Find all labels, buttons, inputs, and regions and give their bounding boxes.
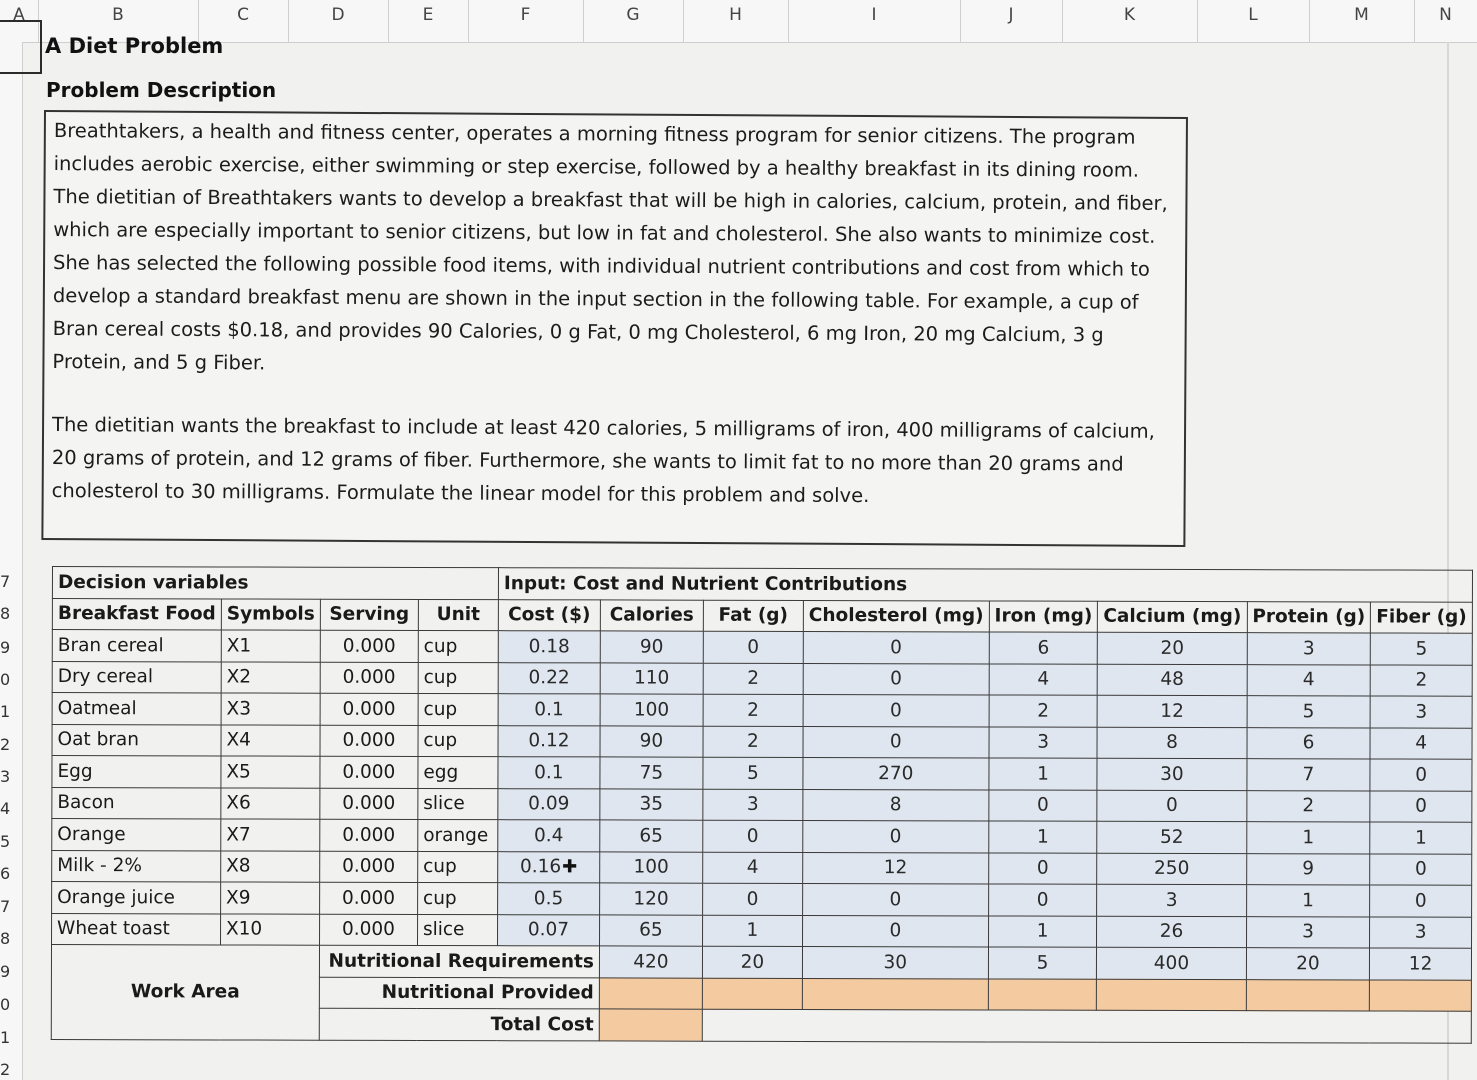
column-header-n[interactable]: N bbox=[1439, 5, 1452, 25]
cost-cell[interactable]: 0.5 bbox=[497, 883, 599, 915]
iron-cell[interactable]: 0 bbox=[989, 789, 1098, 821]
protein-cell[interactable]: 2 bbox=[1246, 790, 1370, 822]
unit-cell[interactable]: slice bbox=[418, 788, 498, 820]
row-header[interactable]: 0 bbox=[0, 670, 11, 689]
column-header-h[interactable]: H bbox=[683, 0, 789, 42]
protein-cell[interactable]: 1 bbox=[1246, 822, 1370, 854]
column-header-m[interactable]: M bbox=[1309, 0, 1415, 42]
symbol-cell[interactable]: X2 bbox=[221, 661, 320, 693]
iron-cell[interactable]: 1 bbox=[989, 758, 1098, 790]
provided-iron-cell[interactable] bbox=[988, 978, 1097, 1010]
description-paragraph-1: Breathtakers, a health and fitness center, operates a morning fitness program for senior citizens. The program includes aerobic exercise, either swimming or step exercise, followed by a healthy breakfast in its dining room. The dietitian of Breathtakers wants to develop a breakfast that will be high in calories, calcium, protein, and fiber, which are especially important to senior citizens, but low in fat and cholesterol. She also wants to minimize cost. She has selected the following possible food items, with individual nutrient contributions and cost from which to develop a standard breakfast menu are shown in the input section in the following table. For example, a cup of Bran cereal costs $0.18, and provides 90 Calories, 0 g Fat, 0 mg Cholesterol, 6 mg Iron, 20 mg Calcium, 3 g Protein, and 5 g Fiber. bbox=[52, 119, 1168, 375]
symbol-cell[interactable]: X6 bbox=[221, 787, 320, 819]
cost-cell[interactable]: 0.1 bbox=[498, 694, 600, 726]
table-row bbox=[52, 787, 1472, 822]
symbol-cell[interactable]: X9 bbox=[221, 882, 320, 914]
iron-cell[interactable]: 0 bbox=[988, 852, 1097, 884]
fat-cell[interactable]: 2 bbox=[703, 663, 803, 695]
nutritional-provided-label[interactable]: Nutritional Provided bbox=[319, 977, 599, 1009]
unit-cell[interactable]: cup bbox=[418, 851, 498, 883]
food-name-cell[interactable]: Bacon bbox=[52, 787, 221, 819]
calories-cell[interactable]: 75 bbox=[600, 757, 703, 789]
protein-cell[interactable]: 7 bbox=[1246, 759, 1370, 791]
cost-cell[interactable]: 0.18 bbox=[498, 631, 600, 663]
column-header-j[interactable]: J bbox=[960, 0, 1063, 42]
cholesterol-cell[interactable]: 8 bbox=[803, 789, 989, 821]
iron-cell[interactable]: 1 bbox=[988, 821, 1097, 853]
column-header-f[interactable]: F bbox=[468, 0, 584, 42]
serving-cell[interactable]: 0.000 bbox=[320, 819, 418, 851]
calories-cell[interactable]: 110 bbox=[600, 662, 703, 694]
header-unit[interactable]: Unit bbox=[418, 599, 498, 631]
protein-cell[interactable]: 5 bbox=[1247, 696, 1371, 728]
calories-cell[interactable]: 65 bbox=[599, 914, 702, 946]
fiber-cell[interactable]: 3 bbox=[1370, 696, 1472, 728]
cholesterol-cell[interactable]: 0 bbox=[803, 663, 989, 695]
sheet-title[interactable]: A Diet Problem bbox=[45, 34, 224, 58]
row-header[interactable]: 9 bbox=[0, 638, 11, 657]
table-row bbox=[52, 630, 1472, 665]
fat-cell[interactable]: 0 bbox=[703, 631, 803, 663]
calories-cell[interactable]: 90 bbox=[600, 725, 703, 757]
calcium-cell[interactable]: 8 bbox=[1097, 727, 1246, 759]
row-header[interactable]: 9 bbox=[0, 962, 11, 981]
table-row bbox=[52, 756, 1472, 791]
fat-cell[interactable]: 2 bbox=[703, 726, 803, 758]
unit-cell[interactable]: cup bbox=[418, 662, 498, 694]
cholesterol-cell[interactable]: 0 bbox=[803, 820, 989, 852]
cost-cell[interactable]: 0.09 bbox=[498, 788, 600, 820]
serving-cell[interactable]: 0.000 bbox=[320, 693, 418, 725]
column-header-c[interactable]: C bbox=[198, 0, 289, 42]
food-name-cell[interactable]: Bran cereal bbox=[52, 630, 221, 662]
requirement-protein[interactable]: 20 bbox=[1246, 948, 1370, 980]
protein-cell[interactable]: 3 bbox=[1247, 633, 1371, 665]
requirement-calories[interactable]: 420 bbox=[599, 946, 702, 978]
cost-cell[interactable] bbox=[498, 851, 600, 883]
table-row bbox=[52, 661, 1472, 696]
fiber-cell[interactable]: 0 bbox=[1370, 853, 1472, 885]
column-header-i[interactable]: I bbox=[788, 0, 961, 42]
serving-cell[interactable]: 0.000 bbox=[320, 756, 418, 788]
symbol-cell[interactable]: X3 bbox=[221, 693, 320, 725]
unit-cell[interactable]: cup bbox=[418, 630, 498, 662]
active-cell-selection[interactable] bbox=[0, 20, 42, 74]
cost-value: 0.16 bbox=[519, 856, 562, 878]
fat-cell[interactable]: 3 bbox=[703, 789, 803, 821]
nutritional-requirements-label[interactable]: Nutritional Requirements bbox=[319, 945, 599, 977]
cholesterol-cell[interactable]: 0 bbox=[803, 631, 989, 663]
fiber-cell[interactable]: 4 bbox=[1370, 727, 1472, 759]
calcium-cell[interactable]: 48 bbox=[1098, 664, 1247, 696]
header-protein[interactable]: Protein (g) bbox=[1247, 601, 1371, 633]
protein-cell[interactable]: 9 bbox=[1246, 853, 1370, 885]
fiber-cell[interactable]: 2 bbox=[1371, 664, 1473, 696]
column-header-b[interactable]: B bbox=[38, 0, 199, 42]
calories-cell[interactable]: 120 bbox=[599, 883, 702, 915]
calcium-cell[interactable]: 3 bbox=[1097, 884, 1246, 916]
fiber-cell[interactable]: 1 bbox=[1370, 822, 1472, 854]
cost-cell[interactable]: 0.22 bbox=[498, 662, 600, 694]
table-row bbox=[52, 882, 1472, 917]
serving-cell[interactable]: 0.000 bbox=[319, 882, 417, 914]
iron-cell[interactable]: 2 bbox=[989, 695, 1098, 727]
unit-cell[interactable]: orange bbox=[418, 819, 498, 851]
symbol-cell[interactable]: X1 bbox=[221, 630, 320, 662]
requirement-fat[interactable]: 20 bbox=[702, 946, 802, 978]
empty-area bbox=[702, 1009, 1471, 1043]
cholesterol-cell[interactable]: 270 bbox=[803, 757, 989, 789]
protein-cell[interactable]: 1 bbox=[1246, 885, 1370, 917]
description-paragraph-2: The dietitian wants the breakfast to include at least 420 calories, 5 milligrams of iron, 400 milligrams of calcium, 20 grams of protein, and 12 grams of fiber. Furthermore, she wants to limit fat to no more than 20 grams and cholesterol to 30 milligrams. Formulate the linear model for this problem and solve. bbox=[51, 413, 1155, 508]
symbol-cell[interactable]: X8 bbox=[221, 850, 320, 882]
row-header[interactable]: 4 bbox=[0, 799, 11, 818]
iron-cell[interactable]: 6 bbox=[989, 632, 1098, 664]
column-header-g[interactable]: G bbox=[583, 0, 684, 42]
fiber-cell[interactable]: 0 bbox=[1370, 790, 1472, 822]
total-cost-label[interactable]: Total Cost bbox=[319, 1008, 599, 1040]
header-cholesterol[interactable]: Cholesterol (mg) bbox=[803, 600, 989, 632]
unit-cell[interactable]: cup bbox=[417, 882, 497, 914]
calcium-cell[interactable]: 30 bbox=[1097, 758, 1246, 790]
unit-cell[interactable]: egg bbox=[418, 756, 498, 788]
row-header[interactable]: 5 bbox=[0, 832, 11, 851]
fat-cell[interactable]: 0 bbox=[702, 883, 802, 915]
iron-cell[interactable]: 4 bbox=[989, 663, 1098, 695]
header-cost[interactable]: Cost ($) bbox=[498, 599, 600, 631]
row-header[interactable]: 8 bbox=[0, 604, 11, 623]
header-symbols[interactable]: Symbols bbox=[221, 598, 320, 630]
cost-cell[interactable]: 0.1 bbox=[498, 757, 600, 789]
food-name-cell[interactable]: Wheat toast bbox=[52, 913, 221, 945]
row-header[interactable]: 7 bbox=[0, 572, 11, 591]
total-cost-cell[interactable] bbox=[599, 1009, 702, 1041]
food-name-cell[interactable]: Oat bran bbox=[52, 724, 221, 756]
protein-cell[interactable]: 6 bbox=[1246, 727, 1370, 759]
row-header[interactable]: 7 bbox=[0, 897, 11, 916]
column-header-a[interactable]: A bbox=[0, 0, 39, 42]
calcium-cell[interactable]: 12 bbox=[1098, 695, 1247, 727]
symbol-cell[interactable]: X5 bbox=[221, 756, 320, 788]
unit-cell[interactable]: cup bbox=[418, 725, 498, 757]
provided-fiber-cell[interactable] bbox=[1370, 979, 1472, 1011]
header-breakfast-food[interactable]: Breakfast Food bbox=[52, 598, 221, 630]
cost-cell[interactable]: 0.12 bbox=[498, 725, 600, 757]
serving-cell[interactable]: 0.000 bbox=[319, 914, 417, 946]
serving-cell[interactable]: 0.000 bbox=[320, 662, 418, 694]
symbol-cell[interactable]: X10 bbox=[220, 913, 319, 945]
row-header[interactable]: 1 bbox=[0, 1028, 11, 1047]
row-header[interactable]: 3 bbox=[0, 767, 11, 786]
iron-cell[interactable]: 1 bbox=[988, 915, 1097, 947]
table-row bbox=[52, 913, 1472, 948]
iron-cell[interactable]: 0 bbox=[988, 884, 1097, 916]
header-iron[interactable]: Iron (mg) bbox=[989, 600, 1098, 632]
unit-cell[interactable]: cup bbox=[418, 693, 498, 725]
requirement-iron[interactable]: 5 bbox=[988, 947, 1097, 979]
input-section-header[interactable]: Input: Cost and Nutrient Contributions bbox=[498, 568, 1472, 602]
calcium-cell[interactable]: 20 bbox=[1098, 632, 1247, 664]
section-subtitle[interactable]: Problem Description bbox=[46, 78, 277, 102]
calories-cell[interactable]: 35 bbox=[600, 788, 703, 820]
table-row bbox=[52, 819, 1472, 854]
provided-fat-cell[interactable] bbox=[702, 978, 802, 1010]
table-row bbox=[52, 693, 1472, 728]
header-fat[interactable]: Fat (g) bbox=[703, 600, 803, 632]
calcium-cell[interactable]: 0 bbox=[1097, 790, 1246, 822]
cost-cell[interactable]: 0.4 bbox=[498, 820, 600, 852]
fiber-cell[interactable]: 0 bbox=[1370, 885, 1472, 917]
provided-cholesterol-cell[interactable] bbox=[802, 978, 988, 1010]
work-area-label[interactable]: Work Area bbox=[51, 945, 319, 1040]
cholesterol-cell[interactable]: 0 bbox=[803, 726, 989, 758]
protein-cell[interactable]: 4 bbox=[1247, 664, 1371, 696]
column-header-k[interactable]: K bbox=[1062, 0, 1198, 42]
calories-cell[interactable]: 100 bbox=[600, 851, 703, 883]
requirement-calcium[interactable]: 400 bbox=[1097, 947, 1246, 979]
header-calories[interactable]: Calories bbox=[600, 599, 703, 631]
header-fiber[interactable]: Fiber (g) bbox=[1371, 601, 1473, 633]
symbol-cell[interactable]: X4 bbox=[221, 724, 320, 756]
diet-model-table bbox=[51, 566, 1473, 1043]
fiber-cell[interactable]: 3 bbox=[1370, 916, 1472, 948]
serving-cell[interactable]: 0.000 bbox=[320, 725, 418, 757]
table-row bbox=[52, 850, 1472, 885]
serving-cell[interactable]: 0.000 bbox=[320, 851, 418, 883]
column-header-e[interactable]: E bbox=[388, 0, 469, 42]
header-calcium[interactable]: Calcium (mg) bbox=[1098, 601, 1247, 633]
crosshair-cursor-icon: ✚ bbox=[562, 856, 578, 878]
cholesterol-cell[interactable]: 0 bbox=[802, 883, 988, 915]
symbol-cell[interactable]: X7 bbox=[221, 819, 320, 851]
problem-description-box[interactable] bbox=[41, 110, 1188, 547]
food-name-cell[interactable]: Egg bbox=[52, 756, 221, 788]
food-name-cell[interactable]: Milk - 2% bbox=[52, 850, 221, 882]
row-header[interactable]: 0 bbox=[0, 995, 11, 1014]
provided-calcium-cell[interactable] bbox=[1097, 979, 1246, 1011]
column-header-l[interactable]: L bbox=[1197, 0, 1310, 42]
decision-variables-header[interactable]: Decision variables bbox=[52, 567, 498, 600]
food-name-cell[interactable]: Orange bbox=[52, 819, 221, 851]
calories-cell[interactable]: 65 bbox=[600, 820, 703, 852]
column-header-d[interactable]: D bbox=[288, 0, 389, 42]
cholesterol-cell[interactable]: 0 bbox=[802, 915, 988, 947]
fiber-cell[interactable]: 5 bbox=[1371, 633, 1473, 665]
calories-cell[interactable]: 100 bbox=[600, 694, 703, 726]
requirement-cholesterol[interactable]: 30 bbox=[802, 946, 988, 978]
fat-cell[interactable]: 1 bbox=[702, 915, 802, 947]
iron-cell[interactable]: 3 bbox=[989, 726, 1098, 758]
calcium-cell[interactable]: 26 bbox=[1097, 916, 1246, 948]
calcium-cell[interactable]: 52 bbox=[1097, 821, 1246, 853]
table-row bbox=[52, 724, 1472, 759]
cost-cell[interactable]: 0.07 bbox=[497, 914, 599, 946]
unit-cell[interactable]: slice bbox=[417, 914, 497, 946]
calories-cell[interactable]: 90 bbox=[600, 631, 703, 663]
row-header[interactable]: 2 bbox=[0, 1060, 11, 1079]
row-header-bar bbox=[0, 42, 23, 1080]
serving-cell[interactable]: 0.000 bbox=[320, 630, 418, 662]
fat-cell[interactable]: 4 bbox=[703, 852, 803, 884]
row-header[interactable]: 6 bbox=[0, 864, 11, 883]
cholesterol-cell[interactable]: 12 bbox=[803, 852, 989, 884]
food-name-cell[interactable]: Orange juice bbox=[52, 882, 221, 914]
row-header[interactable]: 8 bbox=[0, 929, 11, 948]
calcium-cell[interactable]: 250 bbox=[1097, 853, 1246, 885]
row-header[interactable]: 1 bbox=[0, 702, 11, 721]
serving-cell[interactable]: 0.000 bbox=[320, 788, 418, 820]
fat-cell[interactable]: 0 bbox=[703, 820, 803, 852]
food-name-cell[interactable]: Dry cereal bbox=[52, 661, 221, 693]
requirement-fiber[interactable]: 12 bbox=[1370, 948, 1472, 980]
provided-calories-cell[interactable] bbox=[599, 977, 702, 1009]
header-serving[interactable]: Serving bbox=[320, 599, 418, 631]
fiber-cell[interactable]: 0 bbox=[1370, 759, 1472, 791]
fat-cell[interactable]: 2 bbox=[703, 694, 803, 726]
food-name-cell[interactable]: Oatmeal bbox=[52, 693, 221, 725]
cholesterol-cell[interactable]: 0 bbox=[803, 694, 989, 726]
row-header[interactable]: 2 bbox=[0, 735, 11, 754]
provided-protein-cell[interactable] bbox=[1246, 979, 1370, 1011]
protein-cell[interactable]: 3 bbox=[1246, 916, 1370, 948]
fat-cell[interactable]: 5 bbox=[703, 757, 803, 789]
